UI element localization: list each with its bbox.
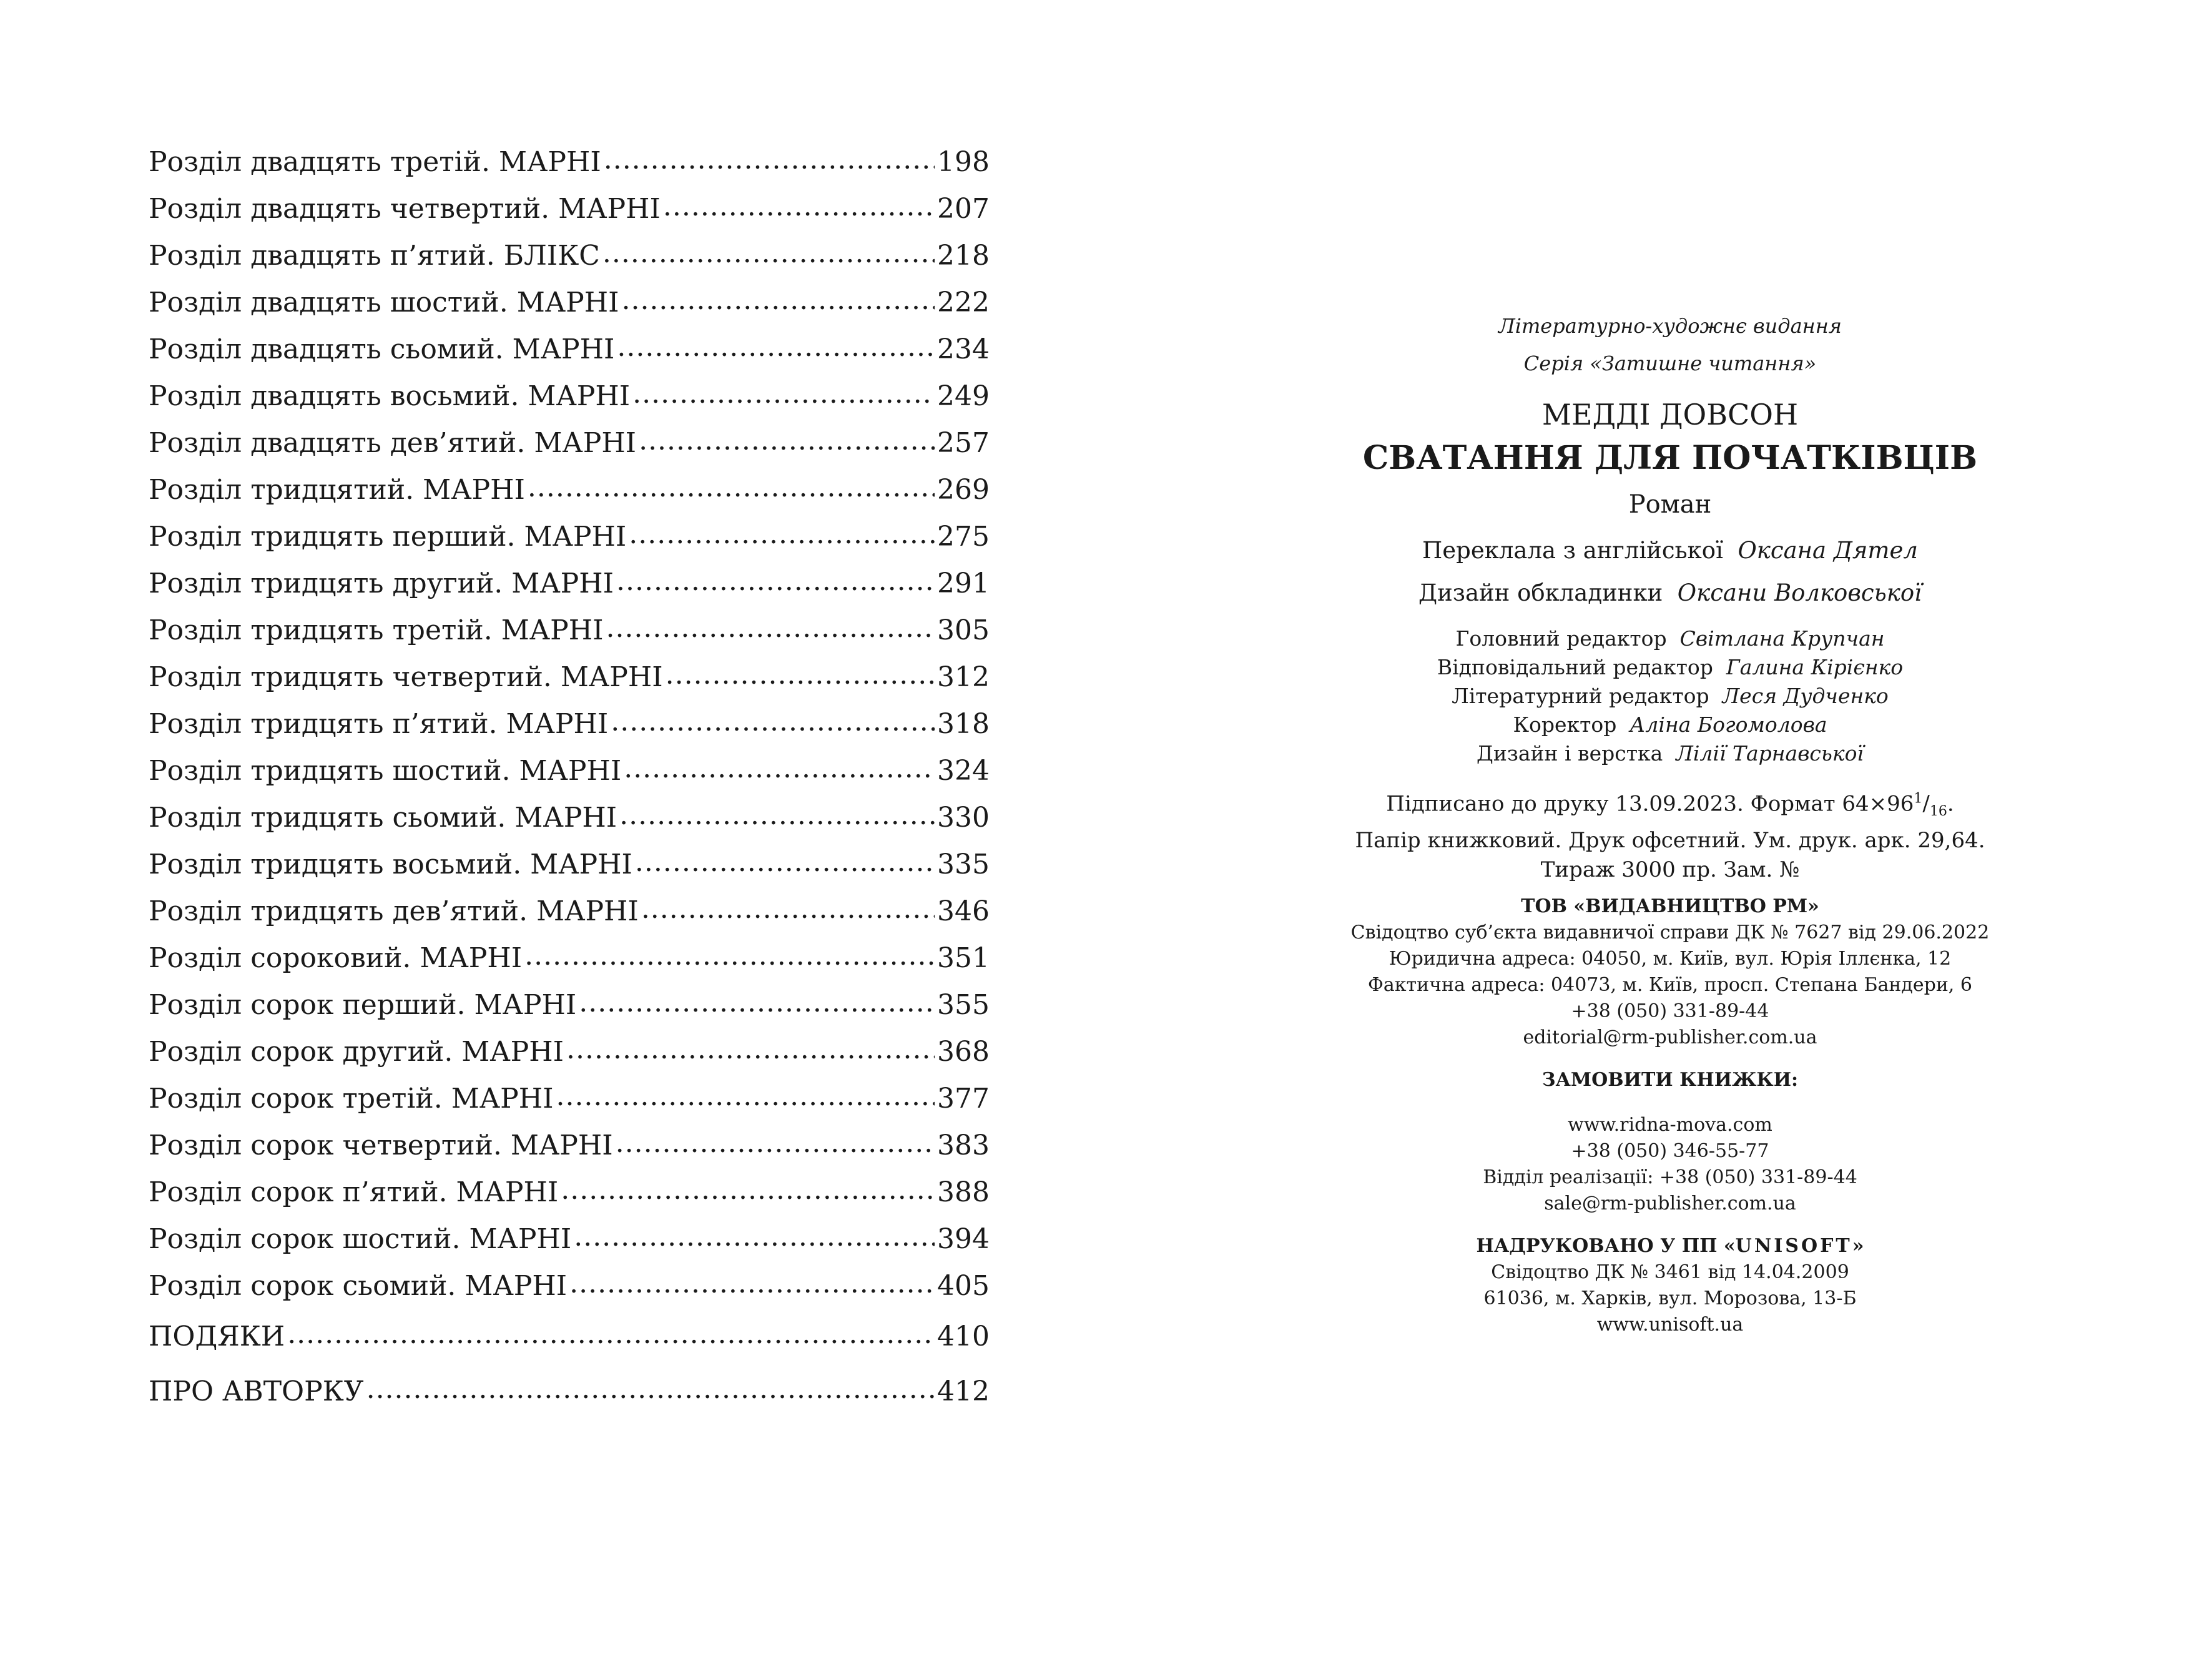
printer-line: Свідоцтво ДК № 3461 від 14.04.2009 xyxy=(1491,1261,1849,1284)
toc-entry-title: Розділ сорок п’ятий. МАРНІ xyxy=(149,1176,559,1208)
toc-entry xyxy=(149,466,990,513)
toc-entry xyxy=(149,935,990,982)
toc-entry xyxy=(149,607,990,654)
toc-entry-page: 412 xyxy=(937,1376,990,1407)
toc-entry-page: 324 xyxy=(937,755,990,787)
table-of-contents xyxy=(149,139,990,1419)
toc-entry xyxy=(149,232,990,279)
credit-layout xyxy=(1342,739,1998,768)
print-run: Тираж 3000 пр. Зам. № xyxy=(1540,857,1800,883)
toc-leader xyxy=(606,604,935,651)
toc-entry-acknowledgements xyxy=(149,1309,990,1364)
toc-leader xyxy=(663,183,935,230)
toc-leader xyxy=(579,979,935,1026)
credit-role: Головний редактор xyxy=(1455,626,1667,651)
order-email: sale@rm-publisher.com.ua xyxy=(1544,1193,1796,1215)
toc-entry-title: Розділ тридцять другий. МАРНІ xyxy=(149,568,614,599)
toc-leader xyxy=(629,511,935,558)
toc-leader xyxy=(616,558,935,604)
credit-responsible-editor xyxy=(1342,653,1998,682)
toc-entry xyxy=(149,185,990,232)
print-paper: Папір книжковий. Друк офсетний. Ум. друк. арк. 29,64. xyxy=(1355,828,1985,854)
credit-role: Відповідальний редактор xyxy=(1437,655,1713,679)
toc-entry-page: 388 xyxy=(937,1176,990,1208)
printer-suffix: » xyxy=(1852,1235,1864,1258)
toc-leader xyxy=(641,885,935,932)
toc-entry xyxy=(149,982,990,1028)
toc-leader xyxy=(639,417,935,464)
toc-leader xyxy=(604,136,935,183)
toc-entry xyxy=(149,513,990,560)
publisher-line: Свідоцтво суб’єкта видавничої справи ДК № 7627 від 29.06.2022 xyxy=(1350,922,1990,944)
toc-entry-title: Розділ сорок другий. МАРНІ xyxy=(149,1036,564,1068)
publisher-line: Юридична адреса: 04050, м. Київ, вул. Юрія Іллєнка, 12 xyxy=(1389,948,1952,970)
publisher-line: Фактична адреса: 04073, м. Київ, просп. Степана Бандери, 6 xyxy=(1368,974,1972,997)
credit-name: Галина Кірієнко xyxy=(1726,655,1904,679)
imprint-page xyxy=(1342,307,1998,1338)
toc-leader xyxy=(561,1166,935,1213)
toc-leader xyxy=(574,1213,935,1260)
toc-leader xyxy=(619,792,935,839)
toc-entry xyxy=(149,373,990,420)
toc-entry-page: 351 xyxy=(937,942,990,974)
print-signed-text: Підписано до друку 13.09.2023. Формат 64×96 xyxy=(1386,791,1914,817)
toc-leader xyxy=(569,1260,935,1307)
credit-role: Дизайн обкладинки xyxy=(1418,579,1663,606)
toc-leader xyxy=(624,745,935,792)
order-sales-phone: Відділ реалізації: +38 (050) 331-89-44 xyxy=(1483,1166,1857,1189)
order-heading: ЗАМОВИТИ КНИЖКИ: xyxy=(1541,1069,1799,1091)
toc-entry xyxy=(149,888,990,935)
main-credits xyxy=(1342,526,1998,611)
toc-entry-page: 405 xyxy=(937,1270,990,1302)
publisher-email: editorial@rm-publisher.com.ua xyxy=(1523,1026,1817,1049)
printer-name xyxy=(1342,1233,1998,1259)
toc-entry xyxy=(149,560,990,607)
credit-role: Дизайн і верстка xyxy=(1477,741,1663,766)
staff-credits xyxy=(1342,624,1998,768)
toc-entry-page: 257 xyxy=(937,427,990,459)
toc-entry-title: Розділ тридцять четвертий. МАРНІ xyxy=(149,661,663,693)
credit-name: Лілії Тарнавської xyxy=(1676,741,1864,766)
toc-entry xyxy=(149,1169,990,1216)
toc-leader xyxy=(632,370,935,417)
series-name: Серія «Затишне читання» xyxy=(1523,352,1817,375)
toc-entry-title: Розділ двадцять сьомий. МАРНІ xyxy=(149,333,615,365)
toc-entry-page: 335 xyxy=(937,849,990,880)
toc-entry-title: Розділ сороковий. МАРНІ xyxy=(149,942,523,974)
toc-entry-title: Розділ двадцять третій. МАРНІ xyxy=(149,146,601,178)
toc-entry-title: Розділ тридцять перший. МАРНІ xyxy=(149,521,627,553)
toc-entry-page: 291 xyxy=(937,568,990,599)
toc-entry-title: Розділ сорок сьомий. МАРНІ xyxy=(149,1270,568,1302)
toc-leader xyxy=(602,230,935,277)
toc-entry xyxy=(149,139,990,185)
toc-entry-page: 234 xyxy=(937,333,990,365)
toc-entry-page: 394 xyxy=(937,1223,990,1255)
book-genre: Роман xyxy=(1628,490,1712,519)
credit-name: Оксана Дятел xyxy=(1738,537,1918,564)
toc-entry-title: Розділ тридцять п’ятий. МАРНІ xyxy=(149,708,609,740)
toc-entry-page: 410 xyxy=(937,1321,990,1352)
credit-name: Аліна Богомолова xyxy=(1630,712,1827,737)
book-author: МЕДДІ ДОВСОН xyxy=(1541,398,1799,431)
toc-entry-title: Розділ двадцять восьмий. МАРНІ xyxy=(149,380,631,412)
toc-entry-title: Розділ тридцять восьмий. МАРНІ xyxy=(149,849,632,880)
toc-entry xyxy=(149,326,990,373)
toc-entry-page: 198 xyxy=(937,146,990,178)
toc-entry xyxy=(149,794,990,841)
toc-entry-title: Розділ тридцять третій. МАРНІ xyxy=(149,614,604,646)
credit-chief-editor xyxy=(1342,624,1998,653)
printer-website: www.unisoft.ua xyxy=(1596,1314,1744,1336)
toc-entry-page: 318 xyxy=(937,708,990,740)
toc-entry-page: 207 xyxy=(937,193,990,225)
toc-leader xyxy=(366,1362,935,1417)
print-signed xyxy=(1342,784,1998,826)
toc-entry-page: 368 xyxy=(937,1036,990,1068)
toc-entry xyxy=(149,1263,990,1309)
toc-entry xyxy=(149,701,990,747)
toc-leader xyxy=(524,932,935,979)
toc-leader xyxy=(635,839,935,885)
toc-entry-title: Розділ тридцять сьомий. МАРНІ xyxy=(149,802,617,834)
toc-entry xyxy=(149,279,990,326)
toc-leader xyxy=(566,1026,935,1073)
order-website: www.ridna-mova.com xyxy=(1568,1114,1772,1136)
toc-entry-page: 249 xyxy=(937,380,990,412)
credit-proofreader xyxy=(1342,711,1998,739)
toc-entry-title: Розділ тридцять шостий. МАРНІ xyxy=(149,755,622,787)
toc-entry-title: Розділ тридцятий. МАРНІ xyxy=(149,474,525,506)
toc-entry xyxy=(149,1075,990,1122)
toc-entry xyxy=(149,841,990,888)
toc-leader xyxy=(666,651,935,698)
edition-type: Літературно-художнє видання xyxy=(1498,314,1842,338)
credit-role: Переклала з англійської xyxy=(1422,537,1723,564)
toc-entry-page: 269 xyxy=(937,474,990,506)
toc-entry-title: ПОДЯКИ xyxy=(149,1321,285,1352)
toc-entry-title: Розділ двадцять четвертий. МАРНІ xyxy=(149,193,661,225)
toc-entry-title: Розділ сорок четвертий. МАРНІ xyxy=(149,1130,613,1161)
printer-brand: UNISOFT xyxy=(1735,1235,1852,1258)
fraction-numerator: 1 xyxy=(1914,791,1923,807)
toc-entry-page: 346 xyxy=(937,895,990,927)
toc-leader xyxy=(617,323,935,370)
toc-entry-title: Розділ сорок третій. МАРНІ xyxy=(149,1083,554,1115)
publisher-phone: +38 (050) 331-89-44 xyxy=(1571,1000,1769,1023)
credit-name: Оксани Волковської xyxy=(1677,579,1922,606)
order-phone: +38 (050) 346-55-77 xyxy=(1571,1140,1769,1163)
toc-entry-title: Розділ двадцять п’ятий. БЛІКС xyxy=(149,240,600,272)
toc-entry xyxy=(149,747,990,794)
toc-entry-page: 305 xyxy=(937,614,990,646)
print-info xyxy=(1342,784,1998,885)
toc-entry xyxy=(149,654,990,701)
credit-translator xyxy=(1342,526,1998,576)
credit-name: Світлана Крупчан xyxy=(1679,626,1885,651)
publisher-info xyxy=(1342,893,1998,1338)
toc-leader xyxy=(556,1073,935,1120)
toc-entry xyxy=(149,420,990,466)
toc-entry xyxy=(149,1216,990,1263)
toc-entry-page: 222 xyxy=(937,287,990,318)
publisher-name: ТОВ «ВИДАВНИЦТВО РМ» xyxy=(1521,895,1819,918)
printer-address: 61036, м. Харків, вул. Морозова, 13-Б xyxy=(1483,1287,1857,1310)
toc-entry-about-author xyxy=(149,1364,990,1419)
toc-entry-page: 355 xyxy=(937,989,990,1021)
credit-role: Коректор xyxy=(1513,712,1617,737)
toc-entry-page: 377 xyxy=(937,1083,990,1115)
credit-role: Літературний редактор xyxy=(1452,684,1709,708)
book-title: СВАТАННЯ ДЛЯ ПОЧАТКІВЦІВ xyxy=(1362,439,1978,477)
print-signed-end: . xyxy=(1947,791,1954,817)
toc-entry-title: Розділ двадцять шостий. МАРНІ xyxy=(149,287,619,318)
credit-name: Леся Дудченко xyxy=(1722,684,1889,708)
toc-entry-page: 275 xyxy=(937,521,990,553)
toc-leader xyxy=(528,464,935,511)
fraction-denominator: 16 xyxy=(1929,804,1947,820)
toc-entry-page: 218 xyxy=(937,240,990,272)
toc-entry-page: 330 xyxy=(937,802,990,834)
credit-cover-design xyxy=(1342,576,1998,611)
toc-entry-title: Розділ сорок шостий. МАРНІ xyxy=(149,1223,572,1255)
toc-leader xyxy=(616,1120,935,1166)
printer-prefix: НАДРУКОВАНО У ПП « xyxy=(1476,1235,1736,1258)
toc-leader xyxy=(611,698,935,745)
toc-leader xyxy=(287,1307,935,1362)
toc-entry-title: Розділ двадцять дев’ятий. МАРНІ xyxy=(149,427,637,459)
toc-entry xyxy=(149,1122,990,1169)
toc-entry-page: 312 xyxy=(937,661,990,693)
toc-entry-title: ПРО АВТОРКУ xyxy=(149,1376,364,1407)
toc-entry-title: Розділ сорок перший. МАРНІ xyxy=(149,989,577,1021)
credit-literary-editor xyxy=(1342,682,1998,711)
toc-entry-title: Розділ тридцять дев’ятий. МАРНІ xyxy=(149,895,639,927)
toc-entry xyxy=(149,1028,990,1075)
toc-entry-page: 383 xyxy=(937,1130,990,1161)
toc-leader xyxy=(621,277,935,323)
format-fraction: $^1/_{16}$ xyxy=(1914,791,1947,820)
